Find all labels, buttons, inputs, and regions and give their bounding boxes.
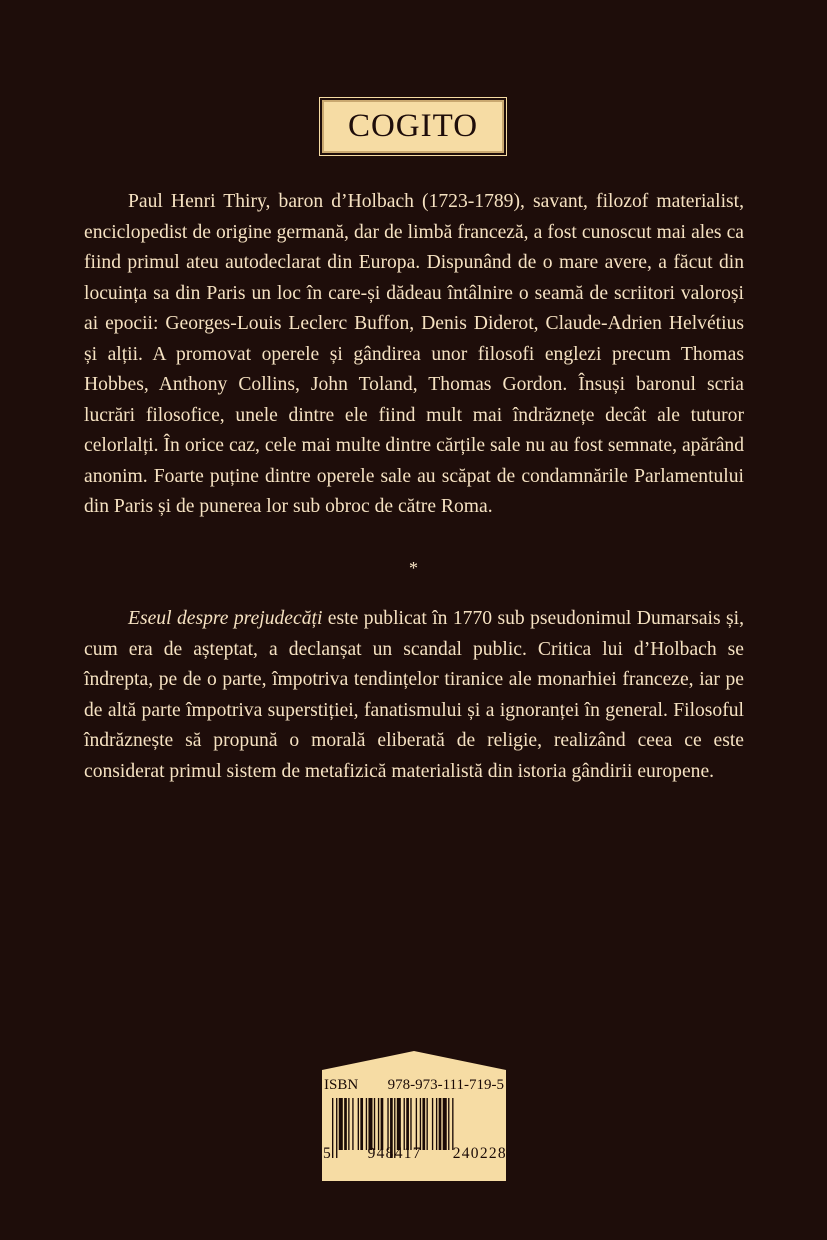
barcode-bar	[443, 1098, 447, 1150]
paragraph-2-body: este publicat în 1770 sub pseudonimul Dumarsais și, cum era de așteptat, a declanșat un scandal public. Critica lui d’Holbach se îndrepta, pe de o parte, împotriva tendințelor tiranice ale monarhiei franceze, iar pe de altă parte împotriva superstiției, fanatismului și a ignoranței în general. Filosoful îndrăznește să propună o morală eliberată de religie, realizând ceea ce este considerat primul sistem de metafizică materialistă din istoria gândirii europene.	[84, 608, 744, 782]
paragraph-2-text	[84, 604, 744, 787]
barcode-digits-left: 948417	[367, 1145, 422, 1162]
barcode-bar	[360, 1098, 363, 1150]
barcode-bar	[344, 1098, 347, 1150]
barcode-digits	[323, 1145, 507, 1163]
barcode-bar	[397, 1098, 401, 1150]
barcode-digits-right: 240228	[452, 1145, 507, 1162]
barcode-bar	[387, 1098, 388, 1150]
barcode-bar	[352, 1098, 353, 1150]
barcode-bar	[439, 1098, 442, 1150]
barcode-bar	[416, 1098, 417, 1150]
barcode-bar	[452, 1098, 453, 1150]
isbn-number: 978-973-111-719-5	[387, 1077, 504, 1093]
barcode-bar	[404, 1098, 405, 1150]
barcode-bar	[368, 1098, 372, 1150]
barcode-bar	[339, 1098, 343, 1150]
barcode-bar	[420, 1098, 421, 1150]
barcode-bar	[422, 1098, 425, 1150]
barcode-digit-first: 5	[323, 1145, 331, 1162]
logo-text: COGITO	[347, 108, 479, 144]
barcode-bar	[348, 1098, 349, 1150]
section-separator: *	[409, 558, 418, 578]
barcode-bar	[448, 1098, 449, 1150]
isbn-label: ISBN	[324, 1077, 359, 1093]
book-title: Eseul despre prejudecăți	[128, 608, 323, 629]
barcode-bar	[378, 1098, 379, 1150]
barcode-bar	[406, 1098, 409, 1150]
barcode-bar	[436, 1098, 437, 1150]
barcode-bar	[427, 1098, 428, 1150]
barcode-bar	[366, 1098, 367, 1150]
isbn-line	[322, 1077, 508, 1094]
paragraph-1-text: Paul Henri Thiry, baron d’Holbach (1723-1789), savant, filozof materialist, enciclopedist de origine germană, dar de limbă franceză, a fost cunoscut mai ales ca fiind primul ateu autodeclarat din Europa. Dispunând de o mare avere, a făcut din locuința sa din Paris un loc în care-și dădeau întâlnire o seamă de scriitori valoroși ai epocii: Georges-Louis Leclerc Buffon, Denis Diderot, Claude-Adrien Helvétius și alții. A promovat operele și gândirea unor filosofi englezi precum Thomas Hobbes, Anthony Collins, John Toland, Thomas Gordon. Însuși baronul scria lucrări filosofice, unele dintre ele fiind mult mai îndrăznețe decât ale tuturor celorlalți. În orice caz, cele mai multe dintre cărțile sale nu au fost semnate, apărând anonim. Foarte puține dintre operele sale au scăpat de condamnările Parlamentului din Paris și de punerea lor sub obroc de către Roma.	[84, 191, 744, 517]
barcode-bar	[358, 1098, 359, 1150]
publisher-logo	[322, 100, 504, 153]
description-paragraph-1	[84, 187, 744, 523]
barcode-bar	[432, 1098, 433, 1150]
description-paragraph-2	[84, 604, 744, 787]
barcode-bar	[374, 1098, 375, 1150]
barcode-bar	[410, 1098, 411, 1150]
barcode-bar	[381, 1098, 384, 1150]
